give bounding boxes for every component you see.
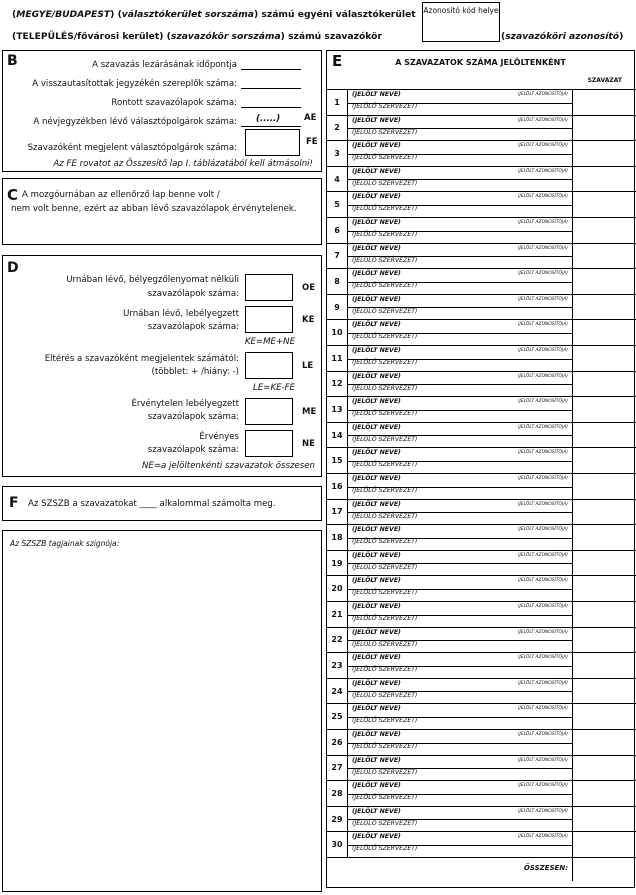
candidate-name: (JELÖLT NEVE) <box>352 219 401 226</box>
candidate-row <box>327 396 636 422</box>
le-code: LE <box>302 361 314 371</box>
candidate-row <box>327 524 636 550</box>
appeared-code: FE <box>306 137 318 147</box>
candidate-id: (JELÖLT AZONOSÍTÓJA) <box>517 117 568 123</box>
nominating-org: (JELÖLŐ SZERVEZET) <box>352 307 418 315</box>
candidate-cell <box>347 602 573 627</box>
candidate-row <box>327 319 636 345</box>
row-number: 11 <box>331 353 343 363</box>
vote-count-field[interactable] <box>574 244 636 269</box>
vote-count-field[interactable] <box>574 576 636 601</box>
signature-area[interactable] <box>2 530 322 892</box>
candidate-cell <box>347 500 573 525</box>
candidate-row <box>327 831 636 857</box>
row-number: 21 <box>331 609 343 619</box>
candidate-cell <box>347 397 573 422</box>
nominating-org: (JELÖLŐ SZERVEZET) <box>352 205 418 213</box>
candidate-cell <box>347 448 573 473</box>
header-line-1: (MEGYE/BUDAPEST) (választókerület sorszáma) számú egyéni választókerület <box>12 9 416 20</box>
closing-time-label: A szavazás lezárásának időpontja <box>92 60 237 70</box>
section-d-letter: D <box>7 260 19 276</box>
vote-count-field[interactable] <box>574 90 636 115</box>
candidate-row <box>327 243 636 269</box>
candidate-name: (JELÖLT NEVE) <box>352 321 401 329</box>
vote-count-field[interactable] <box>574 372 636 397</box>
section-e-title: A SZAVAZATOK SZÁMA JELÖLTENKÉNT <box>395 58 566 67</box>
registered-code: AE <box>304 113 317 123</box>
le-label-1: Eltérés a szavazóként megjelentek számától: <box>44 354 239 364</box>
returned-voters-field[interactable] <box>241 88 301 89</box>
nominating-org: (JELÖLŐ SZERVEZET) <box>352 384 418 392</box>
candidate-row <box>327 575 636 601</box>
candidate-cell <box>347 704 573 729</box>
ke-input[interactable] <box>245 306 293 333</box>
vote-count-field[interactable] <box>574 269 636 294</box>
candidate-name: (JELÖLT NEVE) <box>352 705 401 713</box>
vote-count-field[interactable] <box>574 295 636 320</box>
candidate-row <box>327 601 636 627</box>
ke-formula: KE=ME+NE <box>244 337 295 347</box>
vote-count-field[interactable] <box>574 730 636 755</box>
nominating-org: (JELÖLŐ SZERVEZET) <box>352 563 418 571</box>
candidate-cell <box>347 167 573 192</box>
candidate-cell <box>347 295 573 320</box>
row-number: 17 <box>331 507 343 517</box>
spoiled-ballots-field[interactable] <box>241 107 301 108</box>
candidate-row <box>327 627 636 653</box>
section-c-text-2: nem volt benne, ezért az abban lévő szavazólapok érvénytelenek. <box>11 204 297 214</box>
vote-count-field[interactable] <box>574 807 636 832</box>
candidate-row <box>327 729 636 755</box>
candidate-cell <box>347 141 573 166</box>
candidate-cell <box>347 372 573 397</box>
candidate-id: (JELÖLT AZONOSÍTÓJA) <box>517 245 568 251</box>
candidate-name: (JELÖLT NEVE) <box>352 167 401 175</box>
candidate-id: (JELÖLT AZONOSÍTÓJA) <box>517 399 568 405</box>
candidate-cell <box>347 269 573 294</box>
section-c-text-1: A mozgóurnában az ellenőrző lap benne volt / <box>22 190 220 200</box>
nominating-org: (JELÖLŐ SZERVEZET) <box>352 666 418 674</box>
candidate-id: (JELÖLT AZONOSÍTÓJA) <box>517 629 568 635</box>
candidate-row <box>327 652 636 678</box>
candidate-row <box>327 294 636 320</box>
row-number: 7 <box>334 251 340 261</box>
le-label-2: (többlet: + /hiány: -) <box>151 367 239 377</box>
candidate-cell <box>347 474 573 499</box>
candidate-name: (JELÖLT NEVE) <box>352 475 401 482</box>
vote-count-field[interactable] <box>574 500 636 525</box>
candidate-name: (JELÖLT NEVE) <box>352 807 401 815</box>
candidate-row <box>327 422 636 448</box>
candidate-name: (JELÖLT NEVE) <box>352 577 401 585</box>
ke-label-1: Urnában lévő, lebélyegzett <box>123 309 239 319</box>
candidate-id: (JELÖLT AZONOSÍTÓJA) <box>517 834 568 840</box>
candidate-cell <box>347 576 573 601</box>
candidate-row <box>327 447 636 473</box>
candidate-cell <box>347 218 573 243</box>
row-number: 15 <box>331 456 343 466</box>
vote-count-field[interactable] <box>574 448 636 473</box>
le-formula: LE=KE-FE <box>253 383 295 393</box>
candidate-cell <box>347 346 573 371</box>
vote-count-field[interactable] <box>574 320 636 345</box>
row-number: 25 <box>331 712 343 722</box>
candidate-id: (JELÖLT AZONOSÍTÓJA) <box>517 552 568 558</box>
candidate-cell <box>347 730 573 755</box>
candidate-row <box>327 268 636 294</box>
vote-count-field[interactable] <box>574 141 636 166</box>
candidate-id: (JELÖLT AZONOSÍTÓJA) <box>517 527 568 533</box>
signature-label: Az SZSZB tagjainak szignója: <box>10 539 120 548</box>
section-e <box>326 50 635 888</box>
nominating-org: (JELÖLŐ SZERVEZET) <box>352 640 418 648</box>
candidate-row <box>327 345 636 371</box>
nominating-org: (JELÖLŐ SZERVEZET) <box>352 128 418 136</box>
candidate-id: (JELÖLT AZONOSÍTÓJA) <box>517 296 568 302</box>
section-f-letter: F <box>9 495 19 511</box>
ke-label-2: szavazólapok száma: <box>147 322 239 332</box>
candidate-id: (JELÖLT AZONOSÍTÓJA) <box>517 322 568 328</box>
row-number: 8 <box>334 276 340 286</box>
nominating-org: (JELÖLŐ SZERVEZET) <box>352 154 418 162</box>
candidate-cell <box>347 192 573 217</box>
candidate-cell <box>347 525 573 550</box>
candidate-row <box>327 140 636 166</box>
oe-code: OE <box>302 283 316 293</box>
candidate-name: (JELÖLT NEVE) <box>352 782 401 790</box>
me-label-2: szavazólapok száma: <box>147 412 239 422</box>
row-number: 3 <box>334 148 340 158</box>
candidate-cell <box>347 781 573 806</box>
oe-label-2: szavazólapok száma: <box>147 289 239 299</box>
candidate-name: (JELÖLT NEVE) <box>352 500 401 508</box>
county-placeholder: MEGYE/BUDAPEST <box>16 9 111 20</box>
vote-count-field[interactable] <box>574 192 636 217</box>
row-number: 9 <box>334 302 340 312</box>
candidate-name: (JELÖLT NEVE) <box>352 398 401 406</box>
row-number: 1 <box>334 97 340 107</box>
nominating-org: (JELÖLŐ SZERVEZET) <box>352 410 418 418</box>
returned-voters-label: A visszautasítottak jegyzékén szereplők száma: <box>32 79 237 89</box>
section-b-letter: B <box>7 53 18 69</box>
vote-count-field[interactable] <box>574 756 636 781</box>
registered-voters-value: (.....) <box>256 114 281 124</box>
me-code: ME <box>302 407 317 417</box>
row-number: 20 <box>331 584 343 594</box>
candidate-name: (JELÖLT NEVE) <box>352 603 401 610</box>
candidate-id: (JELÖLT AZONOSÍTÓJA) <box>517 450 568 456</box>
candidate-row <box>327 550 636 576</box>
candidate-row <box>327 755 636 781</box>
candidate-name: (JELÖLT NEVE) <box>352 270 401 278</box>
section-c-letter: C <box>7 186 19 204</box>
candidate-cell <box>347 90 573 115</box>
nominating-org: (JELÖLŐ SZERVEZET) <box>352 845 418 853</box>
row-number: 23 <box>331 660 343 670</box>
ne-label-1: Érvényes <box>199 432 239 442</box>
section-c <box>2 178 322 245</box>
nominating-org: (JELÖLŐ SZERVEZET) <box>352 691 418 699</box>
candidate-row <box>327 678 636 704</box>
candidate-id: (JELÖLT AZONOSÍTÓJA) <box>517 476 568 481</box>
candidate-row <box>327 166 636 192</box>
nominating-org: (JELÖLŐ SZERVEZET) <box>352 768 418 776</box>
row-number: 22 <box>331 635 343 645</box>
total-cell <box>347 858 573 881</box>
nominating-org: (JELÖLŐ SZERVEZET) <box>352 794 418 802</box>
ke-code: KE <box>302 315 315 325</box>
candidate-name: (JELÖLT NEVE) <box>352 142 401 150</box>
vote-count-field[interactable] <box>574 551 636 576</box>
me-label-1: Érvénytelen lebélyegzett <box>131 399 239 409</box>
vote-count-field[interactable] <box>574 116 636 141</box>
candidate-row <box>327 806 636 832</box>
vote-count-field[interactable] <box>574 397 636 422</box>
candidate-id: (JELÖLT AZONOSÍTÓJA) <box>517 168 568 174</box>
row-number: 14 <box>331 430 343 440</box>
row-number: 6 <box>334 225 340 235</box>
candidate-row <box>327 780 636 806</box>
candidate-id: (JELÖLT AZONOSÍTÓJA) <box>517 783 568 789</box>
candidate-cell <box>347 244 573 269</box>
candidate-name: (JELÖLT NEVE) <box>352 731 401 738</box>
row-number: 29 <box>331 814 343 824</box>
candidate-id: (JELÖLT AZONOSÍTÓJA) <box>517 194 568 200</box>
row-number: 16 <box>331 481 343 491</box>
candidate-id: (JELÖLT AZONOSÍTÓJA) <box>517 348 568 353</box>
candidate-cell <box>347 551 573 576</box>
candidate-cell <box>347 832 573 857</box>
candidate-row <box>327 191 636 217</box>
nominating-org: (JELÖLŐ SZERVEZET) <box>352 179 418 187</box>
candidate-row <box>327 371 636 397</box>
station-id-placeholder: (szavazóköri azonosító) <box>501 31 624 42</box>
total-votes-field[interactable] <box>574 858 636 881</box>
section-b <box>2 50 322 172</box>
nominating-org: (JELÖLŐ SZERVEZET) <box>352 231 418 238</box>
total-label: ÖSSZESEN: <box>523 864 568 872</box>
candidate-id: (JELÖLT AZONOSÍTÓJA) <box>517 680 568 686</box>
candidate-cell <box>347 116 573 141</box>
nominating-org: (JELÖLŐ SZERVEZET) <box>352 103 418 110</box>
candidate-name: (JELÖLT NEVE) <box>352 347 401 354</box>
candidate-cell <box>347 679 573 704</box>
registered-voters-label: A névjegyzékben lévő választópolgárok száma: <box>33 117 237 127</box>
candidate-name: (JELÖLT NEVE) <box>352 449 401 457</box>
row-number: 4 <box>334 174 340 184</box>
oe-input[interactable] <box>245 274 293 301</box>
candidate-name: (JELÖLT NEVE) <box>352 756 401 764</box>
vote-count-field[interactable] <box>574 423 636 448</box>
section-e-letter: E <box>332 52 343 70</box>
candidate-id: (JELÖLT AZONOSÍTÓJA) <box>517 757 568 763</box>
ne-code: NE <box>302 439 315 449</box>
row-number: 13 <box>331 404 343 414</box>
vote-count-field[interactable] <box>574 704 636 729</box>
candidate-cell <box>347 756 573 781</box>
appeared-voters-input[interactable] <box>245 129 300 156</box>
candidate-cell <box>347 628 573 653</box>
closing-time-field[interactable] <box>241 69 301 70</box>
candidate-row <box>327 499 636 525</box>
candidate-name: (JELÖLT NEVE) <box>352 526 401 534</box>
total-row <box>327 857 636 881</box>
candidate-id: (JELÖLT AZONOSÍTÓJA) <box>517 143 568 149</box>
vote-count-field[interactable] <box>574 346 636 371</box>
header-line-2: (TELEPÜLÉS/fővárosi kerület) (szavazókör sorszáma) számú szavazókör <box>12 31 382 42</box>
candidate-id: (JELÖLT AZONOSÍTÓJA) <box>517 373 568 379</box>
registered-voters-field[interactable] <box>241 126 301 127</box>
row-number: 28 <box>331 788 343 798</box>
vote-count-field[interactable] <box>574 781 636 806</box>
candidate-id: (JELÖLT AZONOSÍTÓJA) <box>517 604 568 609</box>
candidate-cell <box>347 653 573 678</box>
station-number-placeholder: szavazókör sorszáma <box>170 31 281 42</box>
vote-count-field[interactable] <box>574 628 636 653</box>
vote-count-field[interactable] <box>574 167 636 192</box>
vote-count-field[interactable] <box>574 653 636 678</box>
candidate-cell <box>347 320 573 345</box>
votes-column-header: SZAVAZAT <box>587 77 622 84</box>
candidate-name: (JELÖLT NEVE) <box>352 628 401 636</box>
candidate-name: (JELÖLT NEVE) <box>352 295 401 303</box>
row-number: 27 <box>331 763 343 773</box>
candidate-id: (JELÖLT AZONOSÍTÓJA) <box>517 501 568 507</box>
nominating-org: (JELÖLŐ SZERVEZET) <box>352 615 418 622</box>
ne-formula: NE=a jelöltenkénti szavazatok összesen <box>141 461 315 471</box>
candidate-id: (JELÖLT AZONOSÍTÓJA) <box>517 271 568 277</box>
district-number-placeholder: választókerület sorszáma <box>121 9 254 20</box>
candidate-row <box>327 115 636 141</box>
section-d <box>2 255 322 477</box>
candidate-id: (JELÖLT AZONOSÍTÓJA) <box>517 655 568 661</box>
candidate-name: (JELÖLT NEVE) <box>352 833 401 841</box>
le-input[interactable] <box>245 352 293 379</box>
row-number: 19 <box>331 558 343 568</box>
id-code-box: Azonosító kód helye <box>422 2 500 42</box>
candidate-id: (JELÖLT AZONOSÍTÓJA) <box>517 92 568 97</box>
nominating-org: (JELÖLŐ SZERVEZET) <box>352 256 418 264</box>
candidate-id: (JELÖLT AZONOSÍTÓJA) <box>517 578 568 584</box>
nominating-org: (JELÖLŐ SZERVEZET) <box>352 538 418 546</box>
nominating-org: (JELÖLŐ SZERVEZET) <box>352 819 418 827</box>
row-number: 2 <box>334 123 340 133</box>
nominating-org: (JELÖLŐ SZERVEZET) <box>352 333 418 341</box>
me-input[interactable] <box>245 398 293 425</box>
candidate-row <box>327 703 636 729</box>
row-number: 10 <box>331 328 343 338</box>
candidate-name: (JELÖLT NEVE) <box>352 551 401 559</box>
nominating-org: (JELÖLŐ SZERVEZET) <box>352 435 418 443</box>
candidate-name: (JELÖLT NEVE) <box>352 423 401 431</box>
candidate-id: (JELÖLT AZONOSÍTÓJA) <box>517 732 568 737</box>
oe-label-1: Urnában lévő, bélyegzőlenyomat nélküli <box>66 275 239 285</box>
candidate-name: (JELÖLT NEVE) <box>352 372 401 380</box>
spoiled-ballots-label: Rontott szavazólapok száma: <box>111 98 237 108</box>
candidate-id: (JELÖLT AZONOSÍTÓJA) <box>517 220 568 225</box>
vote-count-field[interactable] <box>574 474 636 499</box>
candidate-cell <box>347 807 573 832</box>
candidate-id: (JELÖLT AZONOSÍTÓJA) <box>517 808 568 814</box>
nominating-org: (JELÖLŐ SZERVEZET) <box>352 359 418 366</box>
candidate-name: (JELÖLT NEVE) <box>352 193 401 201</box>
candidate-id: (JELÖLT AZONOSÍTÓJA) <box>517 424 568 430</box>
fe-note: Az FE rovatot az Összesítő lap I. táblázatából kell átmásolni! <box>53 159 313 169</box>
candidate-name: (JELÖLT NEVE) <box>352 244 401 252</box>
nominating-org: (JELÖLŐ SZERVEZET) <box>352 282 418 290</box>
candidate-name: (JELÖLT NEVE) <box>352 654 401 662</box>
row-number: 5 <box>334 200 340 210</box>
vote-count-field[interactable] <box>574 218 636 243</box>
section-f-text: Az SZSZB a szavazatokat ____ alkalommal számolta meg. <box>28 499 276 509</box>
candidate-name: (JELÖLT NEVE) <box>352 679 401 687</box>
nominating-org: (JELÖLŐ SZERVEZET) <box>352 589 418 597</box>
candidate-row <box>327 89 636 115</box>
candidate-row <box>327 217 636 243</box>
appeared-voters-label: Szavazóként megjelent választópolgárok száma: <box>27 143 237 153</box>
nominating-org: (JELÖLŐ SZERVEZET) <box>352 743 418 750</box>
section-f <box>2 486 322 521</box>
vote-count-field[interactable] <box>574 602 636 627</box>
nominating-org: (JELÖLŐ SZERVEZET) <box>352 512 418 520</box>
row-number: 26 <box>331 737 343 747</box>
nominating-org: (JELÖLŐ SZERVEZET) <box>352 717 418 725</box>
vote-count-field[interactable] <box>574 525 636 550</box>
candidate-row <box>327 473 636 499</box>
ne-label-2: szavazólapok száma: <box>147 445 239 455</box>
vote-count-field[interactable] <box>574 832 636 857</box>
candidate-cell <box>347 423 573 448</box>
candidate-id: (JELÖLT AZONOSÍTÓJA) <box>517 706 568 712</box>
ne-input[interactable] <box>245 430 293 457</box>
vote-count-field[interactable] <box>574 679 636 704</box>
candidate-name: (JELÖLT NEVE) <box>352 91 401 98</box>
row-number: 12 <box>331 379 343 389</box>
row-number: 24 <box>331 686 343 696</box>
nominating-org: (JELÖLŐ SZERVEZET) <box>352 461 418 469</box>
row-number: 30 <box>331 840 343 850</box>
row-number: 18 <box>331 532 343 542</box>
nominating-org: (JELÖLŐ SZERVEZET) <box>352 487 418 494</box>
candidate-name: (JELÖLT NEVE) <box>352 116 401 124</box>
